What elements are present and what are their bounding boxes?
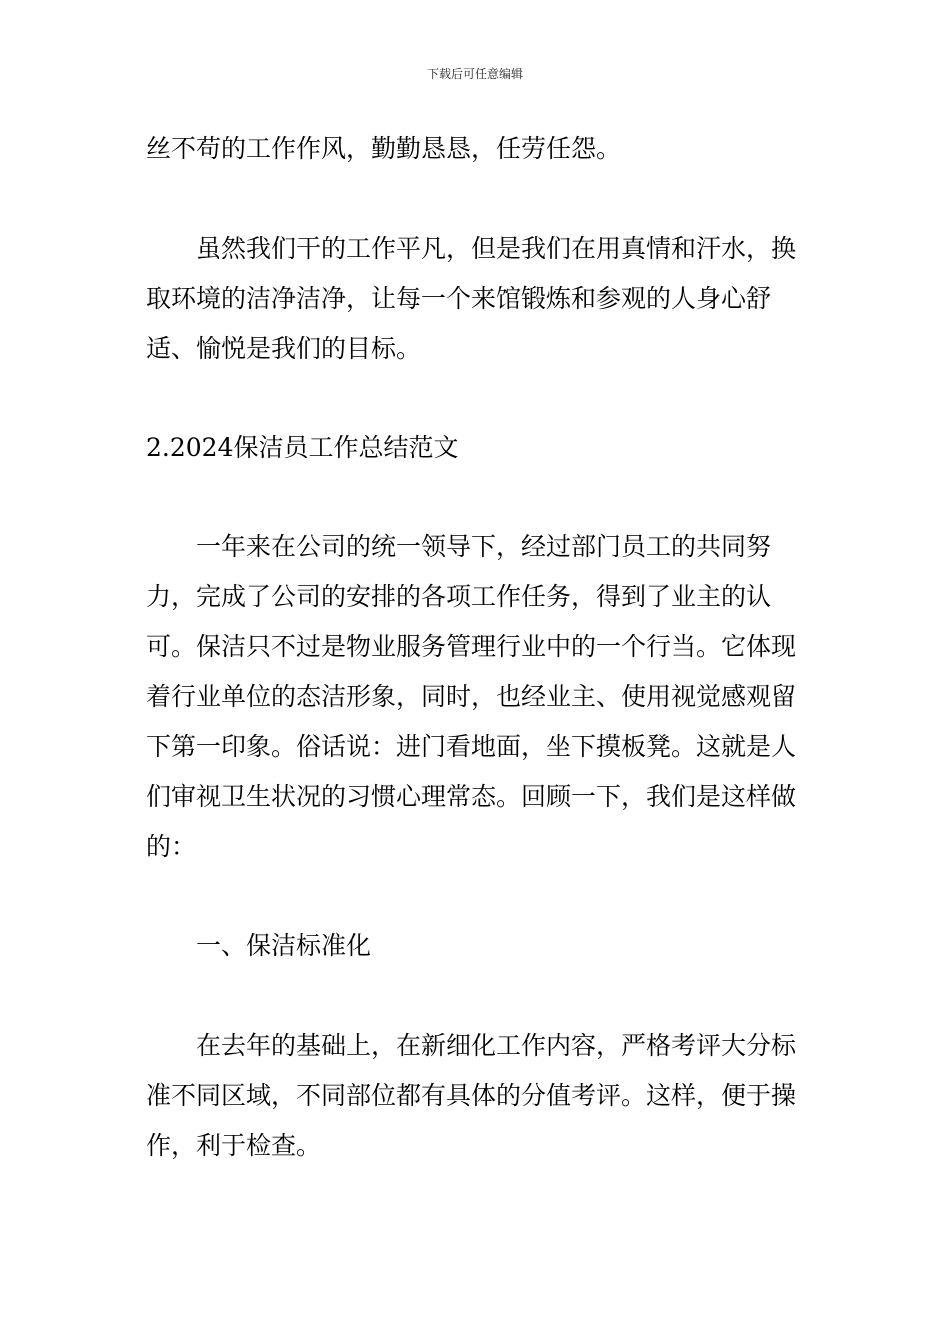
paragraph-work-goal: 虽然我们干的工作平凡，但是我们在用真情和汗水，换取环境的洁净洁净，让每一个来馆锻炼和参观的人身心舒适、愉悦是我们的目标。: [146, 234, 797, 363]
section-title: 2.2024保洁员工作总结范文: [146, 433, 459, 462]
paragraph-standardization: 在去年的基础上，在新细化工作内容，严格考评大分标准不同区域，不同部位都有具体的分值考评。这样，便于操作，利于检查。: [146, 1031, 797, 1160]
paragraph-continuation: 丝不苟的工作作风，勤勤恳恳，任劳任怨。: [146, 134, 622, 163]
page-header: 下载后可任意编辑: [426, 67, 523, 81]
subheading-cleaning-standard: 一、保洁标准化: [196, 931, 372, 960]
paragraph-year-summary: 一年来在公司的统一领导下，经过部门员工的共同努力，完成了公司的安排的各项工作任务，得到了业主的认可。保洁只不过是物业服务管理行业中的一个行当。它体现着行业单位的态洁形象，同时，也经业主、使用视觉感观留下第一印象。俗话说：进门看地面，坐下摸板凳。这就是人们审视卫生状况的习惯心理常态。回顾一下，我们是这样做的：: [146, 532, 797, 861]
